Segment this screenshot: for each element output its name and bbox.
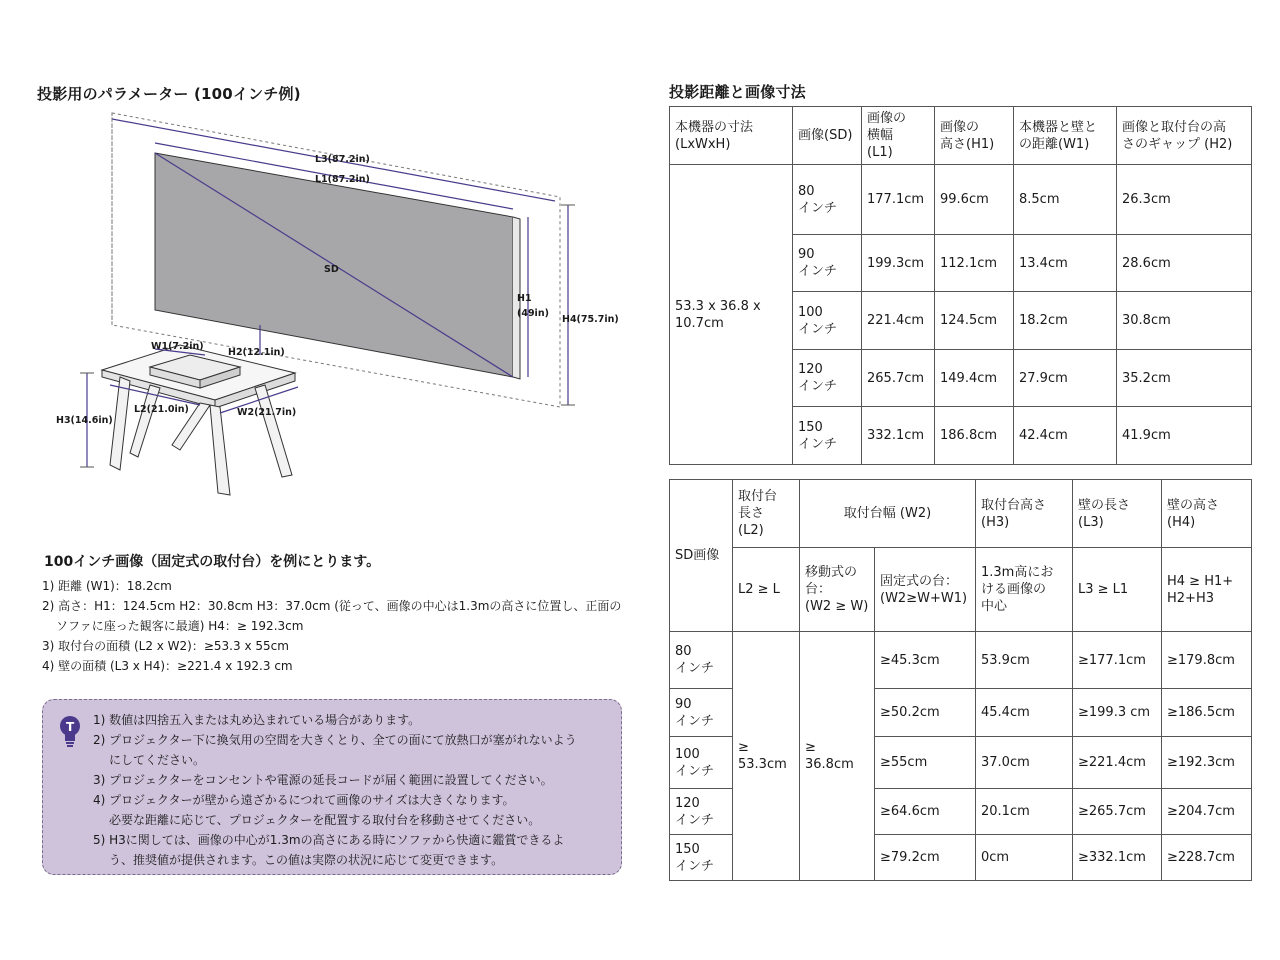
table-cell: 8.5cm bbox=[1014, 165, 1117, 235]
mount-wall-table bbox=[669, 479, 1252, 881]
distance-heading: 投影距離と画像寸法 bbox=[669, 83, 806, 101]
table-cell: 80 インチ bbox=[793, 165, 862, 235]
t1-header-height: 画像の 高さ(H1) bbox=[935, 107, 1014, 165]
table-cell: 265.7cm bbox=[862, 350, 935, 407]
table-cell: 120 インチ bbox=[670, 789, 733, 835]
note-4-cont: 必要な距離に応じて、プロジェクターを配置する取付台を移動させてください。 bbox=[109, 813, 541, 827]
table-cell: 221.4cm bbox=[862, 292, 935, 350]
note-4: 4) プロジェクターが壁から遠ざかるにつれて画像のサイズは大きくなります。 bbox=[93, 793, 515, 807]
t1-device-dims: 53.3 x 36.8 x 10.7cm bbox=[670, 165, 793, 465]
table-cell: ≥177.1cm bbox=[1073, 632, 1162, 689]
table-cell: 150 インチ bbox=[670, 835, 733, 881]
table-cell: 53.9cm bbox=[976, 632, 1073, 689]
t1-header-gap: 画像と取付台の高 さのギャップ (H2) bbox=[1117, 107, 1252, 165]
table-cell: 149.4cm bbox=[935, 350, 1014, 407]
t2-sub-l3: L3 ≥ L1 bbox=[1073, 548, 1162, 632]
t2-sub-h3: 1.3m高にお ける画像の 中心 bbox=[976, 548, 1073, 632]
t2-sub-mobile: 移動式の 台： (W2 ≥ W) bbox=[800, 548, 875, 632]
parameter-list bbox=[42, 576, 642, 676]
note-3: 3) プロジェクターをコンセントや電源の延長コードが届く範囲に設置してください。 bbox=[93, 773, 553, 787]
t2-header-sd: SD画像 bbox=[670, 480, 733, 632]
label-h1: H1 bbox=[517, 293, 532, 304]
label-sd: SD bbox=[324, 264, 339, 275]
table-cell: 35.2cm bbox=[1117, 350, 1252, 407]
projection-diagram-svg bbox=[50, 105, 640, 505]
t2-header-h3: 取付台高さ (H3) bbox=[976, 480, 1073, 548]
t2-header-l3: 壁の長さ (L3) bbox=[1073, 480, 1162, 548]
param-mount-area: 3) 取付台の面積 (L2 x W2)：≥53.3 x 55cm bbox=[42, 639, 289, 653]
distance-table bbox=[669, 106, 1252, 465]
table-cell: ≥179.8cm bbox=[1162, 632, 1252, 689]
table-cell: ≥192.3cm bbox=[1162, 737, 1252, 789]
table-cell: ≥45.3cm bbox=[875, 632, 976, 689]
t2-header-l2: 取付台 長さ (L2) bbox=[733, 480, 800, 548]
table-cell: 90 インチ bbox=[670, 689, 733, 737]
t1-header-sd: 画像(SD) bbox=[793, 107, 862, 165]
label-h3: H3(14.6in) bbox=[56, 415, 113, 426]
table-cell: 13.4cm bbox=[1014, 235, 1117, 292]
label-h4: H4(75.7in) bbox=[562, 314, 619, 325]
table-cell: 45.4cm bbox=[976, 689, 1073, 737]
table-cell: ≥228.7cm bbox=[1162, 835, 1252, 881]
table-row bbox=[670, 165, 1252, 235]
table-cell: 28.6cm bbox=[1117, 235, 1252, 292]
table-cell: ≥55cm bbox=[875, 737, 976, 789]
note-5-cont: う、推奨値が提供されます。この値は実際の状況に応じて変更できます。 bbox=[109, 853, 504, 867]
label-l2: L2(21.0in) bbox=[134, 404, 189, 415]
table-cell: 124.5cm bbox=[935, 292, 1014, 350]
t1-header-distance: 本機器と壁と の距離(W1) bbox=[1014, 107, 1117, 165]
table-cell: ≥265.7cm bbox=[1073, 789, 1162, 835]
table-cell: 100 インチ bbox=[793, 292, 862, 350]
parameters-heading: 投影用のパラメーター (100インチ例) bbox=[37, 85, 301, 103]
table-row bbox=[670, 632, 1252, 689]
table-cell: 99.6cm bbox=[935, 165, 1014, 235]
param-distance: 1) 距離 (W1)：18.2cm bbox=[42, 579, 172, 593]
note-2: 2) プロジェクター下に換気用の空間を大きくとり、全ての面にて放熱口が塞がれないよう bbox=[93, 733, 577, 747]
note-2-cont: にしてください。 bbox=[109, 753, 206, 767]
table-cell: 18.2cm bbox=[1014, 292, 1117, 350]
example-title: 100インチ画像（固定式の取付台）を例にとります。 bbox=[44, 554, 381, 570]
t2-l2-value: ≥ 53.3cm bbox=[733, 632, 800, 881]
t2-sub-l2: L2 ≥ L bbox=[733, 548, 800, 632]
notes-box bbox=[42, 699, 622, 875]
table-cell: ≥50.2cm bbox=[875, 689, 976, 737]
table-cell: 100 インチ bbox=[670, 737, 733, 789]
t2-sub-fixed: 固定式の台： (W2≥W+W1) bbox=[875, 548, 976, 632]
table-cell: 112.1cm bbox=[935, 235, 1014, 292]
svg-text:T: T bbox=[66, 720, 75, 734]
table-cell: 120 インチ bbox=[793, 350, 862, 407]
label-w2: W2(21.7in) bbox=[237, 407, 297, 418]
note-5: 5) H3に関しては、画像の中心が1.3mの高さにある時にソファから快適に鑑賞できるよ bbox=[93, 833, 565, 847]
t1-header-width: 画像の 横幅 (L1) bbox=[862, 107, 935, 165]
table-cell: 90 インチ bbox=[793, 235, 862, 292]
label-l1: L1(87.2in) bbox=[315, 174, 370, 185]
table-cell: ≥221.4cm bbox=[1073, 737, 1162, 789]
param-height: 2) 高さ：H1：124.5cm H2：30.8cm H3：37.0cm (従って、画像の中心は1.3mの高さに位置し、正面の bbox=[42, 599, 622, 613]
t2-header-h4: 壁の高さ (H4) bbox=[1162, 480, 1252, 548]
table-cell: ≥186.5cm bbox=[1162, 689, 1252, 737]
lightbulb-icon bbox=[57, 714, 83, 748]
param-height-cont: ソファに座った観客に最適) H4：≥ 192.3cm bbox=[56, 619, 304, 633]
projection-diagram bbox=[50, 105, 640, 505]
param-wall-area: 4) 壁の面積 (L3 x H4)：≥221.4 x 192.3 cm bbox=[42, 659, 293, 673]
table-cell: 80 インチ bbox=[670, 632, 733, 689]
table-cell: 30.8cm bbox=[1117, 292, 1252, 350]
table-cell: 26.3cm bbox=[1117, 165, 1252, 235]
table-cell: ≥79.2cm bbox=[875, 835, 976, 881]
table-cell: 186.8cm bbox=[935, 407, 1014, 465]
table-cell: 37.0cm bbox=[976, 737, 1073, 789]
notes-list bbox=[93, 710, 623, 870]
label-h1-value: (49in) bbox=[517, 308, 549, 319]
t1-header-device: 本機器の寸法 (LxWxH) bbox=[670, 107, 793, 165]
t2-sub-h4: H4 ≥ H1+ H2+H3 bbox=[1162, 548, 1252, 632]
table-cell: 41.9cm bbox=[1117, 407, 1252, 465]
table-cell: 0cm bbox=[976, 835, 1073, 881]
t2-mobile-value: ≥ 36.8cm bbox=[800, 632, 875, 881]
table-cell: 150 インチ bbox=[793, 407, 862, 465]
table-cell: 332.1cm bbox=[862, 407, 935, 465]
table-cell: 20.1cm bbox=[976, 789, 1073, 835]
t2-header-w2: 取付台幅 (W2) bbox=[800, 480, 976, 548]
table-cell: ≥204.7cm bbox=[1162, 789, 1252, 835]
table-cell: ≥199.3 cm bbox=[1073, 689, 1162, 737]
label-l3: L3(87.2in) bbox=[315, 154, 370, 165]
note-1: 1) 数値は四捨五入または丸め込まれている場合があります。 bbox=[93, 713, 421, 727]
table-cell: ≥332.1cm bbox=[1073, 835, 1162, 881]
label-w1: W1(7.2in) bbox=[151, 341, 204, 352]
table-cell: ≥64.6cm bbox=[875, 789, 976, 835]
table-cell: 42.4cm bbox=[1014, 407, 1117, 465]
table-cell: 177.1cm bbox=[862, 165, 935, 235]
label-h2: H2(12.1in) bbox=[228, 347, 285, 358]
table-cell: 27.9cm bbox=[1014, 350, 1117, 407]
table-cell: 199.3cm bbox=[862, 235, 935, 292]
